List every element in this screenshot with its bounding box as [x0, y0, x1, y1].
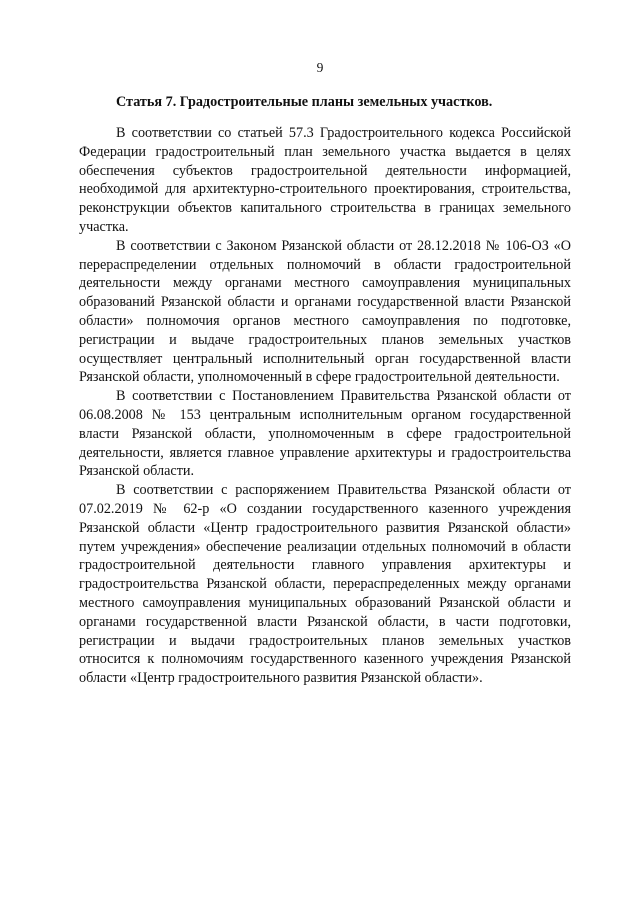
paragraph-government-resolution: В соответствии с Постановлением Правительства Рязанской области от 06.08.2008 № 153 центральным исполнительным органом государственной власти Рязанской области, уполномоченным в сфере градостроительной деятельности, является главное управление архитектуры и градостроительства Рязанской области. [79, 388, 571, 480]
paragraph-urban-planning-code: В соответствии со статьей 57.3 Градостроительного кодекса Российской Федерации градостроительный план земельного участка выдается в целях обеспечения субъектов градостроительной деятельности информацией, необходимой для архитектурно-строительного проектирования, строительства, реконструкции объектов капитального строительства в границах земельного участка. [79, 125, 571, 235]
page-number: 9 [316, 60, 324, 75]
document-body [79, 92, 571, 688]
paragraph-government-order: В соответствии с распоряжением Правительства Рязанской области от 07.02.2019 № 62-р «О создании государственного казенного учреждения Рязанской области «Центр градостроительного развития Рязанской области» путем учреждения» обеспечение реализации отдельных полномочий в области градостроительной деятельности главного управления архитектуры и градостроительства Рязанской области, перераспределенных между органами местного самоуправления муниципальных образований Рязанской области и органами государственной власти Рязанской области, в части подготовки, регистрации и выдачи градостроительных планов земельных участков относится к полномочиям государственного казенного учреждения Рязанской области «Центр градостроительного развития Рязанской области». [79, 482, 571, 687]
paragraph-ryazan-law: В соответствии с Законом Рязанской области от 28.12.2018 № 106-ОЗ «О перераспределении отдельных полномочий в области градостроительной деятельности между органами местного самоуправления муниципальных образований Рязанской области и органами государственной власти Рязанской области» полномочия органов местного самоуправления по подготовке, регистрации и выдаче градостроительных планов земельных участков осуществляет центральный исполнительный орган государственной власти Рязанской области, уполномоченный в сфере градостроительной деятельности. [79, 237, 571, 386]
article-heading: Статья 7. Градостроительные планы земельных участков. [116, 94, 493, 110]
